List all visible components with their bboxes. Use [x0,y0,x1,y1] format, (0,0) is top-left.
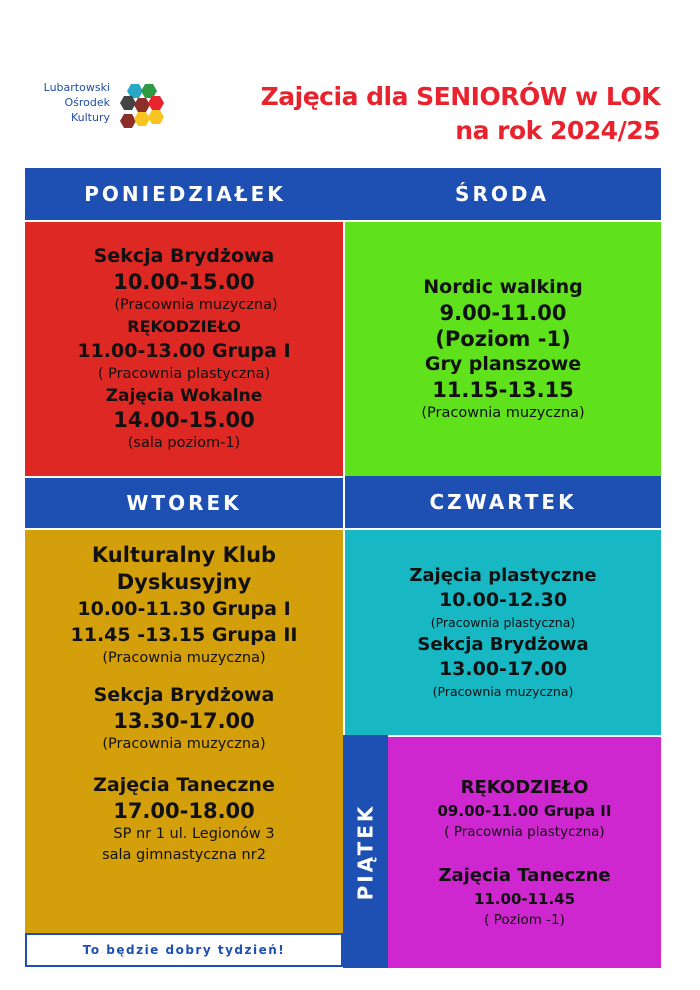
event-place: (Pracownia muzyczna) [114,297,278,313]
event-place: SP nr 1 ul. Legionów 3 [113,826,275,842]
event-time: 13.30-17.00 [113,709,255,733]
page-title-line-2: na rok 2024/25 [455,116,660,145]
event-place: (Pracownia muzyczna) [102,650,266,666]
logo-text [30,80,110,125]
event-name: Zajęcia Wokalne [105,386,263,406]
header-friday-label: PIĄTEK [353,803,378,900]
event-time: 11.00-11.45 [473,889,576,908]
event-time: 11.15-13.15 [432,377,574,402]
event-name: RĘKODZIEŁO [460,776,589,798]
footer-message: To będzie dobry tydzień! [25,933,343,967]
header-wednesday-label: ŚRODA [455,182,549,206]
event-time: 10.00-15.00 [113,270,255,294]
event-time: 09.00-11.00 Grupa II [437,801,612,820]
event-time: 13.00-17.00 [438,657,568,680]
header-friday [343,735,388,968]
event-place: (Pracownia plastyczna) [430,614,576,630]
tuesday-cell [25,530,343,933]
event-name: Sekcja Brydżowa [93,684,275,706]
logo-line-3: Kultury [70,111,110,124]
event-time: 9.00-11.00 [439,300,567,325]
header-tuesday [25,478,343,528]
page-title-line-1: Zajęcia dla SENIORÓW w LOK [260,82,660,111]
logo-line-1: Lubartowski [43,81,110,94]
lok-logo [30,80,180,145]
event-name: RĘKODZIEŁO [127,317,241,336]
event-name: Gry planszowe [424,352,582,375]
event-name: Zajęcia Taneczne [93,774,275,796]
event-place: (Pracownia muzyczna) [432,683,574,699]
wednesday-cell [345,222,661,476]
header-thursday-label: CZWARTEK [429,490,577,514]
logo-line-2: Ośrodek [64,96,110,109]
event-place: ( Pracownia plastyczna) [97,366,271,382]
event-name: Dyskusyjny [116,570,252,594]
event-time: 11.00-13.00 Grupa I [77,340,291,362]
event-place: (Pracownia muzyczna) [102,736,266,752]
event-place-level: (Poziom -1) [435,326,571,351]
event-place: sala gimnastyczna nr2 [102,847,266,863]
thursday-cell [345,530,661,735]
event-name: Sekcja Brydżowa [93,245,275,267]
hexagon-logo-icon [116,80,180,142]
header-thursday [345,476,661,528]
event-time: 10.00-12.30 [438,588,568,611]
friday-cell [388,737,661,968]
header-wednesday [343,168,661,220]
event-time: 17.00-18.00 [113,799,255,823]
event-name: Zajęcia Taneczne [438,864,611,886]
header-tuesday-label: WTOREK [126,491,242,515]
header-monday-label: PONIEDZIAŁEK [84,182,286,206]
header-monday [25,168,345,220]
event-place: (Pracownia muzyczna) [421,404,585,421]
event-name: Zajęcia plastyczne [409,564,597,586]
event-name: Kulturalny Klub [91,543,277,567]
event-place: ( Pracownia plastyczna) [444,823,605,840]
event-name: Sekcja Brydżowa [417,633,589,655]
event-time: 11.45 -13.15 Grupa II [70,624,298,646]
event-time: 14.00-15.00 [113,408,255,432]
event-place: ( Poziom -1) [484,911,565,928]
event-name: Nordic walking [423,275,583,298]
event-time: 10.00-11.30 Grupa I [77,598,291,620]
monday-cell [25,222,343,476]
event-place: (sala poziom-1) [127,435,241,451]
